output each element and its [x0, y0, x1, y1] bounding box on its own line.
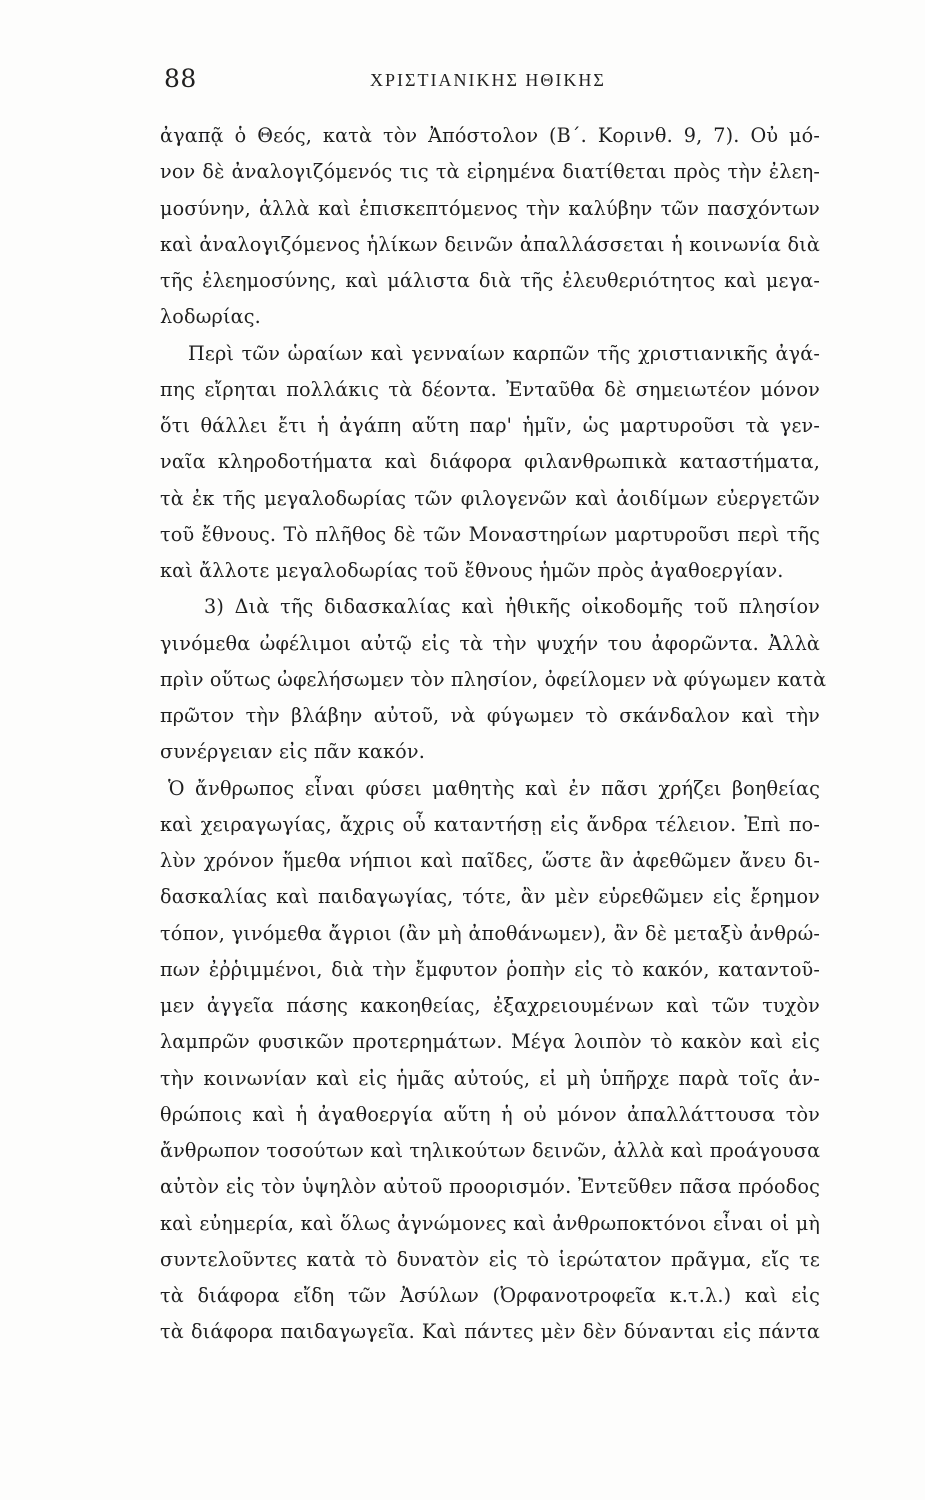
text-line-24: πων ἐῤῥιμμένοι, διὰ τὴν ἔμφυτον ῥοπὴν εἰς τὸ κακόν, καταντοῦ- — [160, 957, 820, 981]
page-header — [160, 58, 820, 98]
text-line-8: πης εἴρηται πολλάκις τὰ δέοντα. Ἐνταῦθα δὲ σημειωτέον μόνον — [160, 377, 820, 401]
text-line-30: αὐτὸν εἰς τὸν ὑψηλὸν αὐτοῦ προορισμόν. Ἐντεῦθεν πᾶσα πρόοδος — [160, 1175, 820, 1199]
text-line-5: τῆς ἐλεημοσύνης, καὶ μάλιστα διὰ τῆς ἐλευθεριότητος καὶ μεγα- — [160, 269, 820, 292]
text-line-2: νον δὲ ἀναλογιζόμενός τις τὰ εἰρημένα διατίθεται πρὸς τὴν ἐλεη- — [160, 160, 820, 184]
text-line-9: ὅτι θάλλει ἔτι ἡ ἀγάπη αὕτη παρ' ἡμῖν, ὡς μαρτυροῦσι τὰ γεν- — [160, 414, 820, 437]
text-line-16: πρὶν οὕτως ὠφελήσωμεν τὸν πλησίον, ὀφείλομεν νὰ φύγωμεν κατὰ — [160, 667, 827, 691]
text-line-23: τόπον, γινόμεθα ἄγριοι (ἂν μὴ ἀποθάνωμεν), ἂν δὲ μεταξὺ ἀνθρώ- — [160, 921, 820, 945]
text-line-7: Περὶ τῶν ὡραίων καὶ γενναίων καρπῶν τῆς χριστιανικῆς ἀγά- — [188, 341, 820, 365]
text-line-29: ἄνθρωπον τοσούτων καὶ τηλικούτων δεινῶν, ἀλλὰ καὶ προάγουσα — [160, 1139, 821, 1162]
text-line-14: 3) Διὰ τῆς διδασκαλίας καὶ ἠθικῆς οἰκοδομῆς τοῦ πλησίον — [204, 595, 820, 619]
running-title: ΧΡΙΣΤΙΑΝΙΚΗΣ ΗΘΙΚΗΣ — [370, 70, 606, 90]
text-line-25: μεν ἀγγεῖα πάσης κακοηθείας, ἐξαχρειουμένων καὶ τῶν τυχὸν — [160, 994, 820, 1017]
text-line-34: τὰ διάφορα παιδαγωγεῖα. Καὶ πάντες μὲν δὲν δύνανται εἰς πάντα — [160, 1320, 820, 1344]
body-text — [160, 118, 827, 1351]
text-line-11: τὰ ἐκ τῆς μεγαλοδωρίας τῶν φιλογενῶν καὶ ἀοιδίμων εὐεργετῶν — [160, 486, 820, 510]
text-line-10: ναῖα κληροδοτήματα καὶ διάφορα φιλανθρωπικὰ καταστήματα, — [160, 450, 820, 474]
text-line-3: μοσύνην, ἀλλὰ καὶ ἐπισκεπτόμενος τὴν καλύβην τῶν πασχόντων — [160, 196, 820, 220]
text-line-18: συνέργειαν εἰς πᾶν κακόν. — [160, 740, 425, 764]
text-line-32: συντελοῦντες κατὰ τὸ δυνατὸν εἰς τὸ ἱερώτατον πρᾶγμα, εἴς τε — [160, 1247, 820, 1271]
text-line-13: καὶ ἄλλοτε μεγαλοδωρίας τοῦ ἔθνους ἡμῶν πρὸς ἀγαθοεργίαν. — [160, 559, 784, 582]
text-line-6: λοδωρίας. — [160, 305, 261, 329]
text-line-1: ἀγαπᾷ ὁ Θεός, κατὰ τὸν Ἀπόστολον (Β΄. Κορινθ. 9, 7). Οὐ μό- — [160, 124, 820, 147]
page-number: 88 — [164, 64, 197, 93]
text-line-26: λαμπρῶν φυσικῶν προτερημάτων. Μέγα λοιπὸν τὸ κακὸν καὶ εἰς — [160, 1030, 820, 1054]
text-line-19: Ὁ ἄνθρωπος εἶναι φύσει μαθητὴς καὶ ἐν πᾶσι χρήζει βοηθείας — [168, 776, 820, 800]
text-line-12: τοῦ ἔθνους. Τὸ πλῆθος δὲ τῶν Μοναστηρίων μαρτυροῦσι περὶ τῆς — [160, 522, 820, 546]
text-line-31: καὶ εὐημερία, καὶ ὅλως ἀγνώμονες καὶ ἀνθρωποκτόνοι εἶναι οἱ μὴ — [160, 1211, 820, 1235]
text-line-20: καὶ χειραγωγίας, ἄχρις οὗ καταντήσῃ εἰς ἄνδρα τέλειον. Ἐπὶ πο- — [160, 812, 820, 836]
text-line-4: καὶ ἀναλογιζόμενος ἡλίκων δεινῶν ἀπαλλάσσεται ἡ κοινωνία διὰ — [160, 232, 820, 256]
text-line-21: λὺν χρόνον ἥμεθα νήπιοι καὶ παῖδες, ὥστε ἂν ἀφεθῶμεν ἄνευ δι- — [160, 849, 820, 872]
text-line-28: θρώποις καὶ ἡ ἀγαθοεργία αὕτη ἡ οὐ μόνον ἀπαλλάττουσα τὸν — [160, 1102, 820, 1126]
text-line-22: δασκαλίας καὶ παιδαγωγίας, τότε, ἂν μὲν εὑρεθῶμεν εἰς ἔρημον — [160, 885, 820, 909]
text-line-15: γινόμεθα ὠφέλιμοι αὐτῷ εἰς τὰ τὴν ψυχήν του ἀφορῶντα. Ἀλλὰ — [160, 631, 820, 655]
text-line-17: πρῶτον τὴν βλάβην αὐτοῦ, νὰ φύγωμεν τὸ σκάνδαλον καὶ τὴν — [160, 704, 820, 727]
text-line-27: τὴν κοινωνίαν καὶ εἰς ἡμᾶς αὐτούς, εἰ μὴ ὑπῆρχε παρὰ τοῖς ἀν- — [160, 1066, 820, 1090]
text-line-33: τὰ διάφορα εἴδη τῶν Ἀσύλων (Ὀρφανοτροφεῖα κ.τ.λ.) καὶ εἰς — [160, 1284, 820, 1307]
